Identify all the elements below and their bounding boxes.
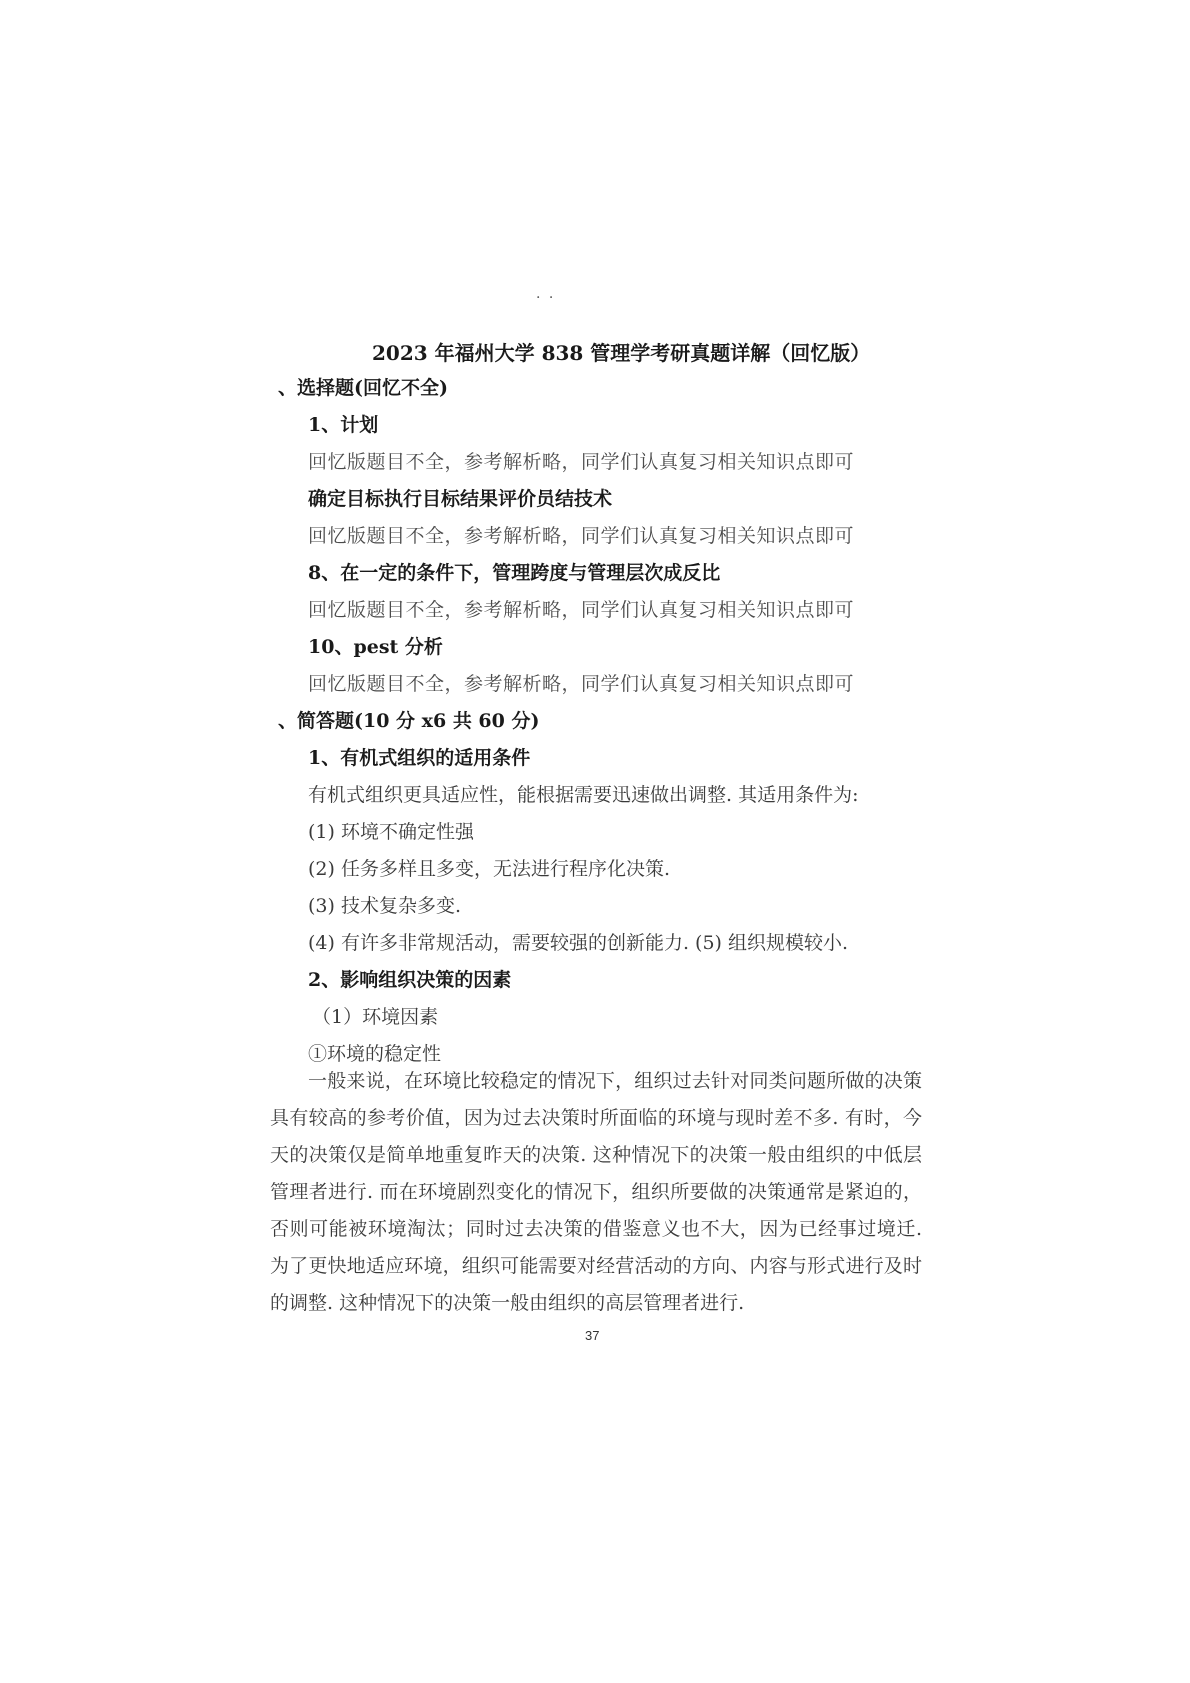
- page-title: 2023 年福州大学 838 管理学考研真题详解（回忆版）: [372, 341, 871, 365]
- body-paragraph: 一般来说，在环境比较稳定的情况下，组织过去针对同类问题所做的决策具有较高的参考价值，因为过去决策时所面临的环境与现时差不多. 有时，今天的决策仅是简单地重复昨天的决策. 这种情况下的决策一般由组织的中低层管理者进行. 而在环境剧烈变化的情况下，组织所要做的决策通常是紧迫的，否则可能被环境淘汰；同时过去决策的借鉴意义也不大，因为已经事过境迁. 为了更快地适应环境，组织可能需要对经营活动的方向、内容与形式进行及时的调整. 这种情况下的决策一般由组织的高层管理者进行.: [270, 1070, 922, 1314]
- section-heading-short-answer: 、简答题(10 分 x6 共 60 分): [278, 710, 540, 732]
- short-question-1: 1、有机式组织的适用条件: [308, 747, 531, 769]
- answer-10: 回忆版题目不全，参考解析略，同学们认真复习相关知识点即可: [308, 673, 855, 695]
- question-1: 1、计划: [308, 414, 379, 436]
- answer-8: 回忆版题目不全，参考解析略，同学们认真复习相关知识点即可: [308, 599, 855, 621]
- short-answer-1-intro: 有机式组织更具适应性，能根据需要迅速做出调整. 其适用条件为:: [308, 784, 859, 806]
- question-10: 10、pest 分析: [308, 636, 443, 658]
- subheading-environment-factors: （1）环境因素: [312, 1006, 439, 1028]
- condition-3: (3) 技术复杂多变.: [308, 895, 461, 917]
- condition-1: (1) 环境不确定性强: [308, 821, 474, 843]
- question-8: 8、在一定的条件下，管理跨度与管理层次成反比: [308, 562, 721, 584]
- condition-4-5: (4) 有许多非常规活动，需要较强的创新能力. (5) 组织规模较小.: [308, 932, 849, 954]
- condition-2: (2) 任务多样且多变，无法进行程序化决策.: [308, 858, 670, 880]
- question-2: 确定目标执行目标结果评价员结技术: [308, 488, 613, 510]
- answer-2: 回忆版题目不全，参考解析略，同学们认真复习相关知识点即可: [308, 525, 855, 547]
- answer-1: 回忆版题目不全，参考解析略，同学们认真复习相关知识点即可: [308, 451, 855, 473]
- page-number: 37: [585, 1328, 600, 1343]
- subheading-environment-stability: ①环境的稳定性: [308, 1043, 442, 1065]
- header-marks: · ·: [536, 290, 556, 306]
- section-heading-multiple-choice: 、选择题(回忆不全): [278, 377, 448, 399]
- short-question-2: 2、影响组织决策的因素: [308, 969, 512, 991]
